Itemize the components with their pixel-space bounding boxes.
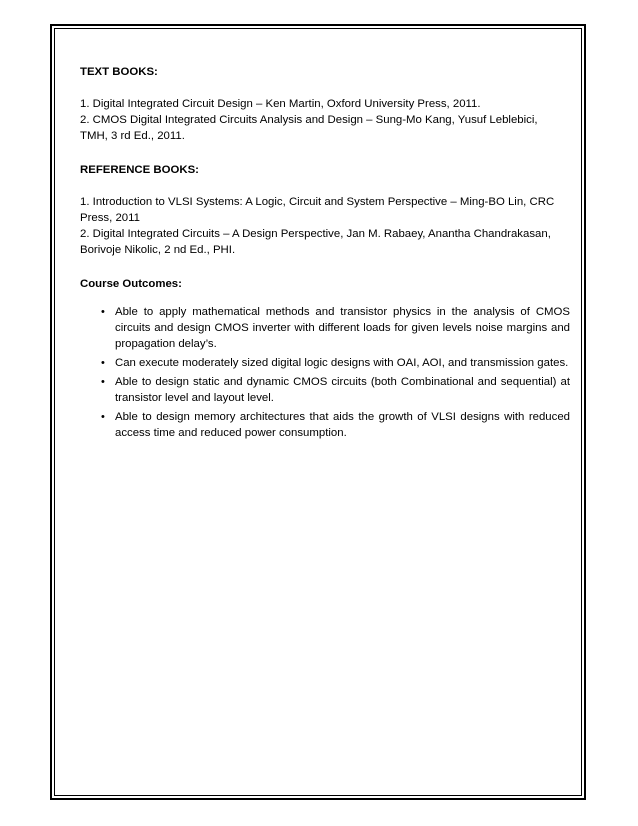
list-item [80, 304, 570, 352]
reference-books-heading: REFERENCE BOOKS: [80, 164, 199, 176]
outcome-text: Able to design static and dynamic CMOS circuits (both Combinational and sequential) at transistor level and layout level. [115, 376, 570, 404]
outcome-text: Able to apply mathematical methods and transistor physics in the analysis of CMOS circuits and design CMOS inverter with different loads for given levels noise margins and propagation delay’s. [115, 306, 570, 350]
text-books-heading: TEXT BOOKS: [80, 66, 158, 78]
course-outcomes-list [80, 304, 570, 441]
bullet-icon: • [101, 306, 105, 318]
outcome-text: Can execute moderately sized digital logic designs with OAI, AOI, and transmission gates. [115, 357, 569, 369]
bullet-icon: • [101, 376, 105, 388]
course-outcomes-heading: Course Outcomes: [80, 278, 182, 290]
document-body [80, 64, 570, 444]
text-book-2: 2. CMOS Digital Integrated Circuits Analysis and Design – Sung-Mo Kang, Yusuf Leblebici, [80, 114, 538, 126]
reference-book-2-cont: Borivoje Nikolic, 2 nd Ed., PHI. [80, 244, 236, 256]
reference-book-2: 2. Digital Integrated Circuits – A Design Perspective, Jan M. Rabaey, Anantha Chandrakasan, [80, 228, 551, 240]
reference-book-1: 1. Introduction to VLSI Systems: A Logic, Circuit and System Perspective – Ming-BO Lin, CRC [80, 196, 555, 208]
bullet-icon: • [101, 411, 105, 423]
list-item [80, 409, 570, 441]
text-book-2-cont: TMH, 3 rd Ed., 2011. [80, 130, 185, 142]
reference-book-1-cont: Press, 2011 [80, 212, 140, 224]
list-item [80, 374, 570, 406]
bullet-icon: • [101, 357, 105, 369]
text-book-1: 1. Digital Integrated Circuit Design – Ken Martin, Oxford University Press, 2011. [80, 98, 481, 110]
outcome-text: Able to design memory architectures that aids the growth of VLSI designs with reduced access time and reduced power consumption. [115, 411, 570, 439]
list-item [80, 355, 570, 371]
